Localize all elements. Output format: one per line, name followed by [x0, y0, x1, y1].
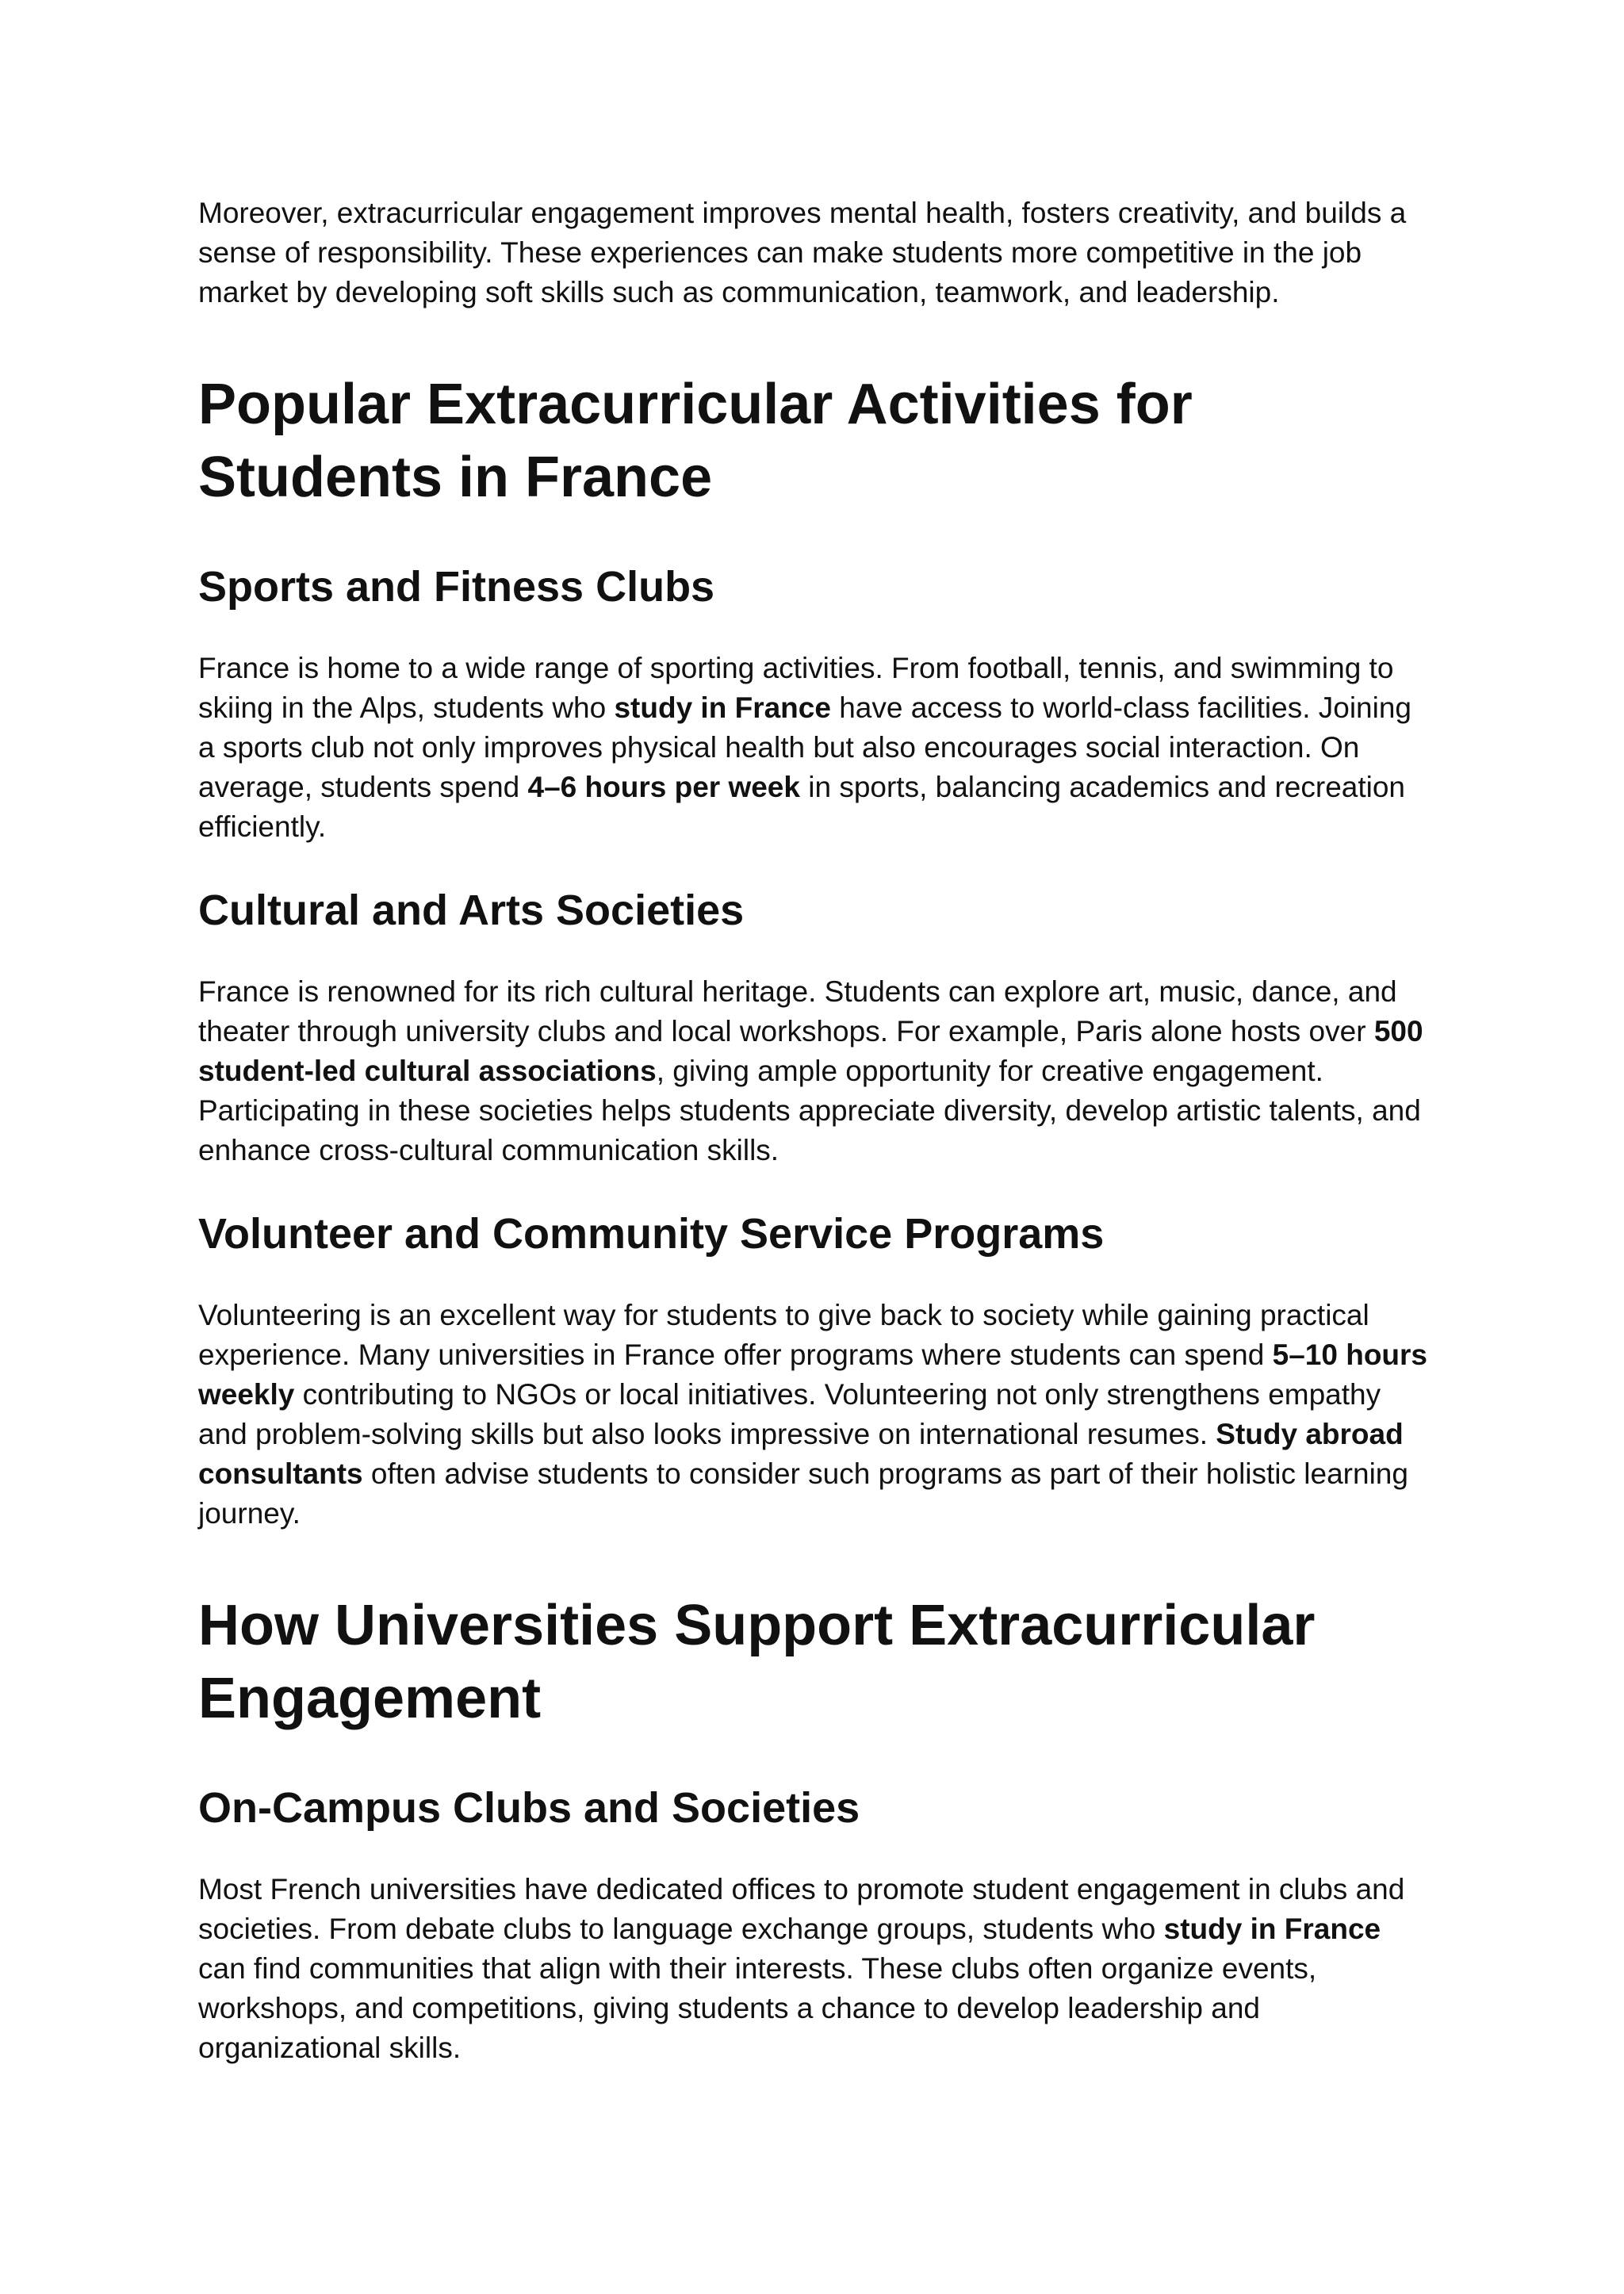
- volunteer-bold-hours-weekly: 5–10 hours weekly: [198, 1338, 1427, 1411]
- oncampus-paragraph: [198, 1870, 1435, 2068]
- cultural-text-2: , giving ample opportunity for creative engagement. Participating in these societies helps students appreciate diversity, develop artistic talents, and enhance cross-cultural communication skills.: [198, 1055, 1421, 1166]
- heading-cultural-arts-societies: Cultural and Arts Societies: [198, 887, 745, 934]
- volunteer-paragraph: [198, 1296, 1435, 1534]
- heading-universities-support: How Universities Support Extracurricular Engagement: [198, 1594, 1316, 1730]
- cultural-bold-associations: 500 student-led cultural associations: [198, 1015, 1423, 1087]
- cultural-text-1: France is renowned for its rich cultural heritage. Students can explore art, music, dance, and theater through university clubs and local workshops. For example, Paris alone hosts over: [198, 975, 1397, 1047]
- sports-paragraph: [198, 649, 1435, 847]
- volunteer-text-2: contributing to NGOs or local initiatives. Volunteering not only strengthens empathy and problem-solving skills but also looks impressive on international resumes.: [198, 1378, 1381, 1450]
- sports-text-2: have access to world-class facilities. Joining a sports club not only improves physical health but also encourages social interaction. On average, students spend: [198, 691, 1412, 803]
- oncampus-text-1: Most French universities have dedicated offices to promote student engagement in clubs and societies. From debate clubs to language exchange groups, students who: [198, 1873, 1405, 1945]
- heading-popular-activities: Popular Extracurricular Activities for Students in France: [198, 373, 1193, 509]
- sports-bold-study-in-france: study in France: [614, 691, 831, 724]
- oncampus-bold-study-in-france: study in France: [1163, 1913, 1381, 1945]
- heading-on-campus-clubs: On-Campus Clubs and Societies: [198, 1784, 860, 1832]
- sports-text-3: in sports, balancing academics and recreation efficiently.: [198, 771, 1406, 843]
- cultural-paragraph: [198, 972, 1435, 1170]
- intro-text: Moreover, extracurricular engagement improves mental health, fosters creativity, and builds a sense of responsibility. These experiences can make students more competitive in the job market by developing soft skills such as communication, teamwork, and leadership.: [198, 197, 1407, 308]
- oncampus-text-2: can find communities that align with their interests. These clubs often organize events, workshops, and competitions, giving students a chance to develop leadership and organizational skills.: [198, 1952, 1317, 2064]
- heading-volunteer-programs: Volunteer and Community Service Programs: [198, 1210, 1105, 1258]
- volunteer-text-1: Volunteering is an excellent way for students to give back to society while gaining practical experience. Many universities in France offer programs where students can spend: [198, 1299, 1369, 1371]
- volunteer-bold-consultants: Study abroad consultants: [198, 1418, 1404, 1490]
- sports-text-1: France is home to a wide range of sporting activities. From football, tennis, and swimming to skiing in the Alps, students who: [198, 652, 1394, 724]
- heading-sports-fitness-clubs: Sports and Fitness Clubs: [198, 563, 715, 611]
- document-page: [198, 193, 1435, 2068]
- intro-paragraph: [198, 193, 1435, 312]
- sports-bold-hours-per-week: 4–6 hours per week: [527, 771, 800, 803]
- volunteer-text-3: often advise students to consider such programs as part of their holistic learning journey.: [198, 1457, 1408, 1530]
